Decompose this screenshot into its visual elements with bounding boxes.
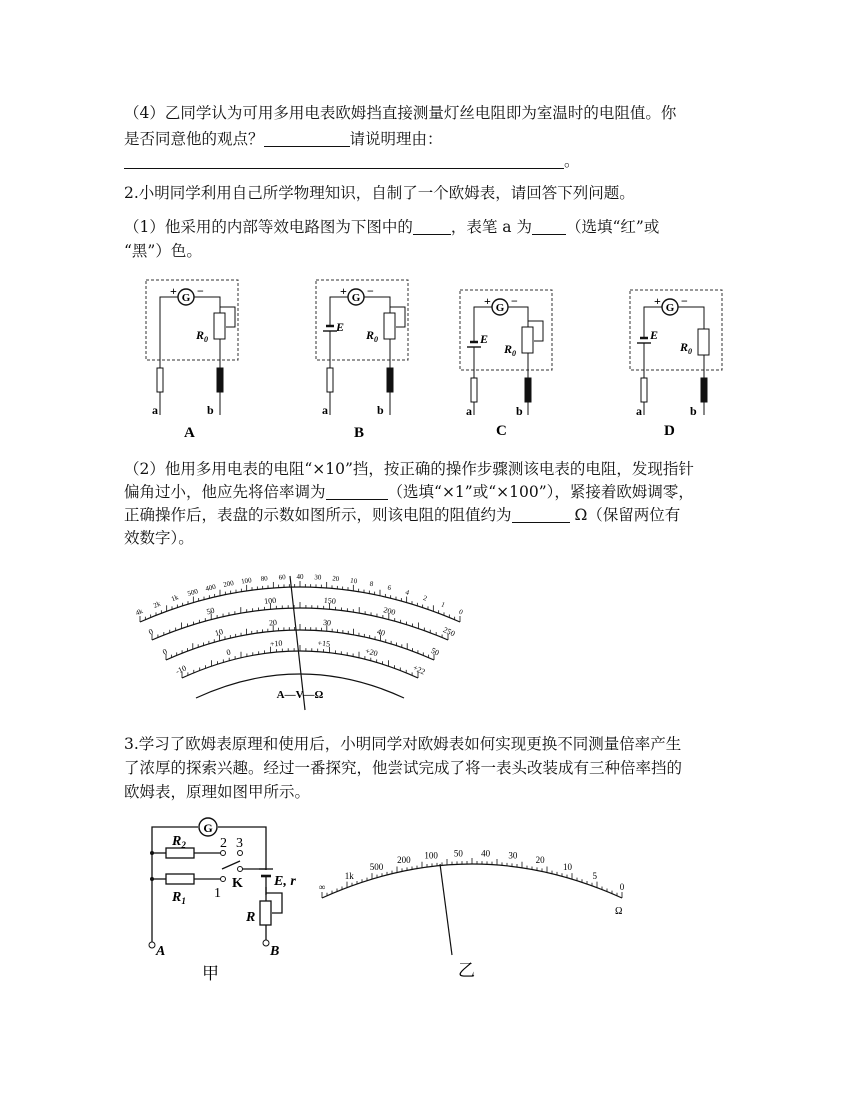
- dial-tick-label: 0: [457, 607, 465, 617]
- svg-text:R: R: [246, 910, 256, 925]
- yi-needle: [440, 864, 452, 955]
- svg-text:a: a: [466, 404, 472, 418]
- dial-tick-label: 500: [369, 861, 384, 872]
- svg-text:R2: $R_2$: [172, 834, 186, 850]
- svg-text:b: b: [690, 404, 697, 418]
- answer-blank[interactable]: [512, 506, 570, 523]
- dial-tick-label: 500: [186, 587, 199, 598]
- figure-yi-dial: [312, 840, 642, 980]
- dial-center-label: A—V—Ω: [276, 689, 324, 701]
- svg-text:+: +: [484, 294, 491, 308]
- q2-p2-line2: 偏角过小，他应先将倍率调为 （选填“×1”或“×100”），紧接着欧姆调零，: [124, 483, 694, 501]
- svg-text:a: a: [152, 403, 158, 417]
- svg-text:B: B: [270, 944, 280, 959]
- svg-text:a: a: [322, 403, 328, 417]
- svg-text:−: −: [197, 284, 204, 298]
- dial-tick-label: 10: [349, 576, 358, 586]
- answer-blank[interactable]: [124, 152, 564, 169]
- circuit-c[interactable]: [460, 290, 552, 439]
- dial-tick-label: 1k: [170, 593, 180, 604]
- dial-tick-label: 30: [508, 850, 518, 861]
- svg-text:3: 3: [236, 836, 243, 851]
- q2-p2-line4: 效数字）。: [124, 529, 194, 547]
- yi-unit: Ω: [615, 906, 623, 917]
- dial-tick-label: 5: [592, 870, 597, 881]
- q2-p1-line1: （1）他采用的内部等效电路图为下图中的 ，表笔 a 为 （选填“红”或: [124, 218, 660, 236]
- svg-text:R0: $R_0$: [196, 328, 209, 344]
- dial-tick-label: 40: [296, 573, 304, 581]
- dial-tick-label: 10: [562, 861, 572, 872]
- svg-text:R0: $R_0$: [504, 342, 517, 358]
- dial-tick-label: +20: [364, 646, 379, 659]
- svg-text:1: 1: [214, 886, 221, 901]
- dial-tick-label: 80: [260, 574, 269, 584]
- svg-text:E: E: [650, 328, 659, 342]
- svg-text:A: A: [156, 944, 166, 959]
- circuit-a[interactable]: [146, 280, 238, 441]
- dial-tick-label: 100: [240, 576, 253, 586]
- figure-jia-circuit: [140, 815, 300, 985]
- svg-text:E, r: E, r: [274, 874, 296, 889]
- dial-tick-label: 20: [331, 574, 340, 584]
- dial-tick-label: 2: [422, 593, 429, 603]
- dial-tick-label: 50: [429, 645, 441, 658]
- dial-tick-label: 200: [382, 605, 397, 618]
- svg-text:E: E: [336, 320, 345, 334]
- svg-text:R0: $R_0$: [680, 340, 693, 356]
- svg-text:E: E: [480, 332, 489, 346]
- figure-jia-caption: 甲: [202, 964, 219, 983]
- svg-text:b: b: [516, 404, 523, 418]
- svg-text:R0: $R_0$: [366, 328, 379, 344]
- dial-tick-label: 4: [404, 588, 411, 597]
- dial-tick-label: 0: [147, 626, 155, 637]
- q3-line1: 3.学习了欧姆表原理和使用后，小明同学对欧姆表如何实现更换不同测量倍率产生: [124, 735, 682, 753]
- q2-p1-line2: “黑”）色。: [124, 242, 202, 260]
- dial-tick-label: 20: [268, 617, 278, 628]
- circuit-label-b: B: [354, 425, 365, 441]
- circuit-label-c: C: [496, 423, 507, 439]
- answer-blank[interactable]: [413, 218, 451, 235]
- dial-tick-label: 40: [376, 627, 387, 638]
- circuit-figures: G $R_0$ + − a b A E $R_0$ + − a b B E $R_0$ + − a b C E $R_0$ + − a b D: [140, 275, 760, 445]
- svg-text:−: −: [681, 294, 688, 308]
- dial-tick-label: 0: [161, 646, 169, 657]
- svg-text:+: +: [654, 294, 661, 308]
- answer-blank[interactable]: [326, 483, 388, 500]
- dial-tick-label: 30: [314, 573, 322, 582]
- dial-tick-label: 6: [386, 583, 393, 593]
- dial-tick-label: 250: [441, 625, 457, 639]
- q4-line3: 。: [124, 150, 580, 172]
- dial-tick-label: 40: [481, 848, 491, 859]
- circuit-d[interactable]: [630, 290, 722, 439]
- svg-text:b: b: [377, 403, 384, 417]
- circuit-label-d: D: [664, 423, 675, 439]
- dial-tick-label: 1k: [344, 870, 354, 881]
- dial-tick-label: 0: [225, 647, 232, 658]
- dial-tick-label: 2k: [152, 599, 162, 610]
- svg-text:−: −: [367, 284, 374, 298]
- circuit-b[interactable]: [316, 280, 408, 441]
- q2-p2-line3: 正确操作后，表盘的示数如图所示，则该电阻的阻值约为 Ω（保留两位有: [124, 506, 681, 524]
- svg-text:b: b: [207, 403, 214, 417]
- dial-tick-label: 200: [397, 855, 411, 866]
- dial-tick-label: 20: [535, 855, 545, 866]
- dial-tick-label: 200: [222, 579, 235, 589]
- q3-line2: 了浓厚的探索兴趣。经过一番探究，他尝试完成了将一表头改装成有三种倍率挡的: [124, 759, 683, 777]
- multimeter-dial: [130, 560, 470, 720]
- q2-p2-line1: （2）他用多用电表的电阻“×10”挡，按正确的操作步骤测该电表的电阻，发现指针: [124, 460, 694, 478]
- svg-text:+: +: [340, 284, 347, 298]
- dial-tick-label: 1: [439, 600, 447, 610]
- svg-text:−: −: [511, 294, 518, 308]
- dial-tick-label: 0: [619, 882, 625, 892]
- dial-tick-label: 150: [323, 595, 337, 606]
- dial-tick-label: 400: [204, 582, 217, 594]
- answer-blank[interactable]: [264, 130, 350, 147]
- dial-tick-label: 50: [453, 848, 463, 859]
- circuit-label-a: A: [184, 425, 195, 441]
- dial-tick-label: 10: [213, 627, 224, 638]
- q3-line3: 欧姆表，原理如图甲所示。: [124, 783, 311, 801]
- dial-tick-label: 100: [424, 850, 438, 861]
- dial-tick-label: 8: [369, 579, 374, 589]
- dial-tick-label: +15: [317, 638, 331, 649]
- dial-tick-label: 30: [322, 617, 332, 628]
- svg-text:K: K: [232, 876, 243, 891]
- q4-line2: 是否同意他的观点？ 请说明理由：: [124, 130, 443, 148]
- dial-tick-label: +10: [269, 638, 283, 649]
- figure-yi-caption: 乙: [458, 961, 475, 980]
- dial-tick-label: ∞: [318, 882, 326, 892]
- dial-tick-label: 4k: [134, 607, 145, 618]
- answer-blank[interactable]: [532, 218, 566, 235]
- svg-text:G: G: [203, 821, 213, 835]
- svg-text:2: 2: [220, 836, 227, 851]
- q2-title: 2.小明同学利用自己所学物理知识，自制了一个欧姆表，请回答下列问题。: [124, 184, 635, 202]
- dial-tick-label: 50: [205, 605, 216, 617]
- q4-line1: （4）乙同学认为可用多用电表欧姆挡直接测量灯丝电阻即为室温时的电阻值。你: [124, 104, 677, 122]
- dial-tick-label: 60: [278, 573, 286, 582]
- svg-text:a: a: [636, 404, 642, 418]
- dial-tick-label: +22: [411, 663, 427, 677]
- dial-tick-label: 100: [263, 595, 277, 606]
- dial-tick-label: -10: [174, 663, 188, 677]
- svg-text:+: +: [170, 284, 177, 298]
- svg-text:R1: $R_1$: [172, 890, 186, 906]
